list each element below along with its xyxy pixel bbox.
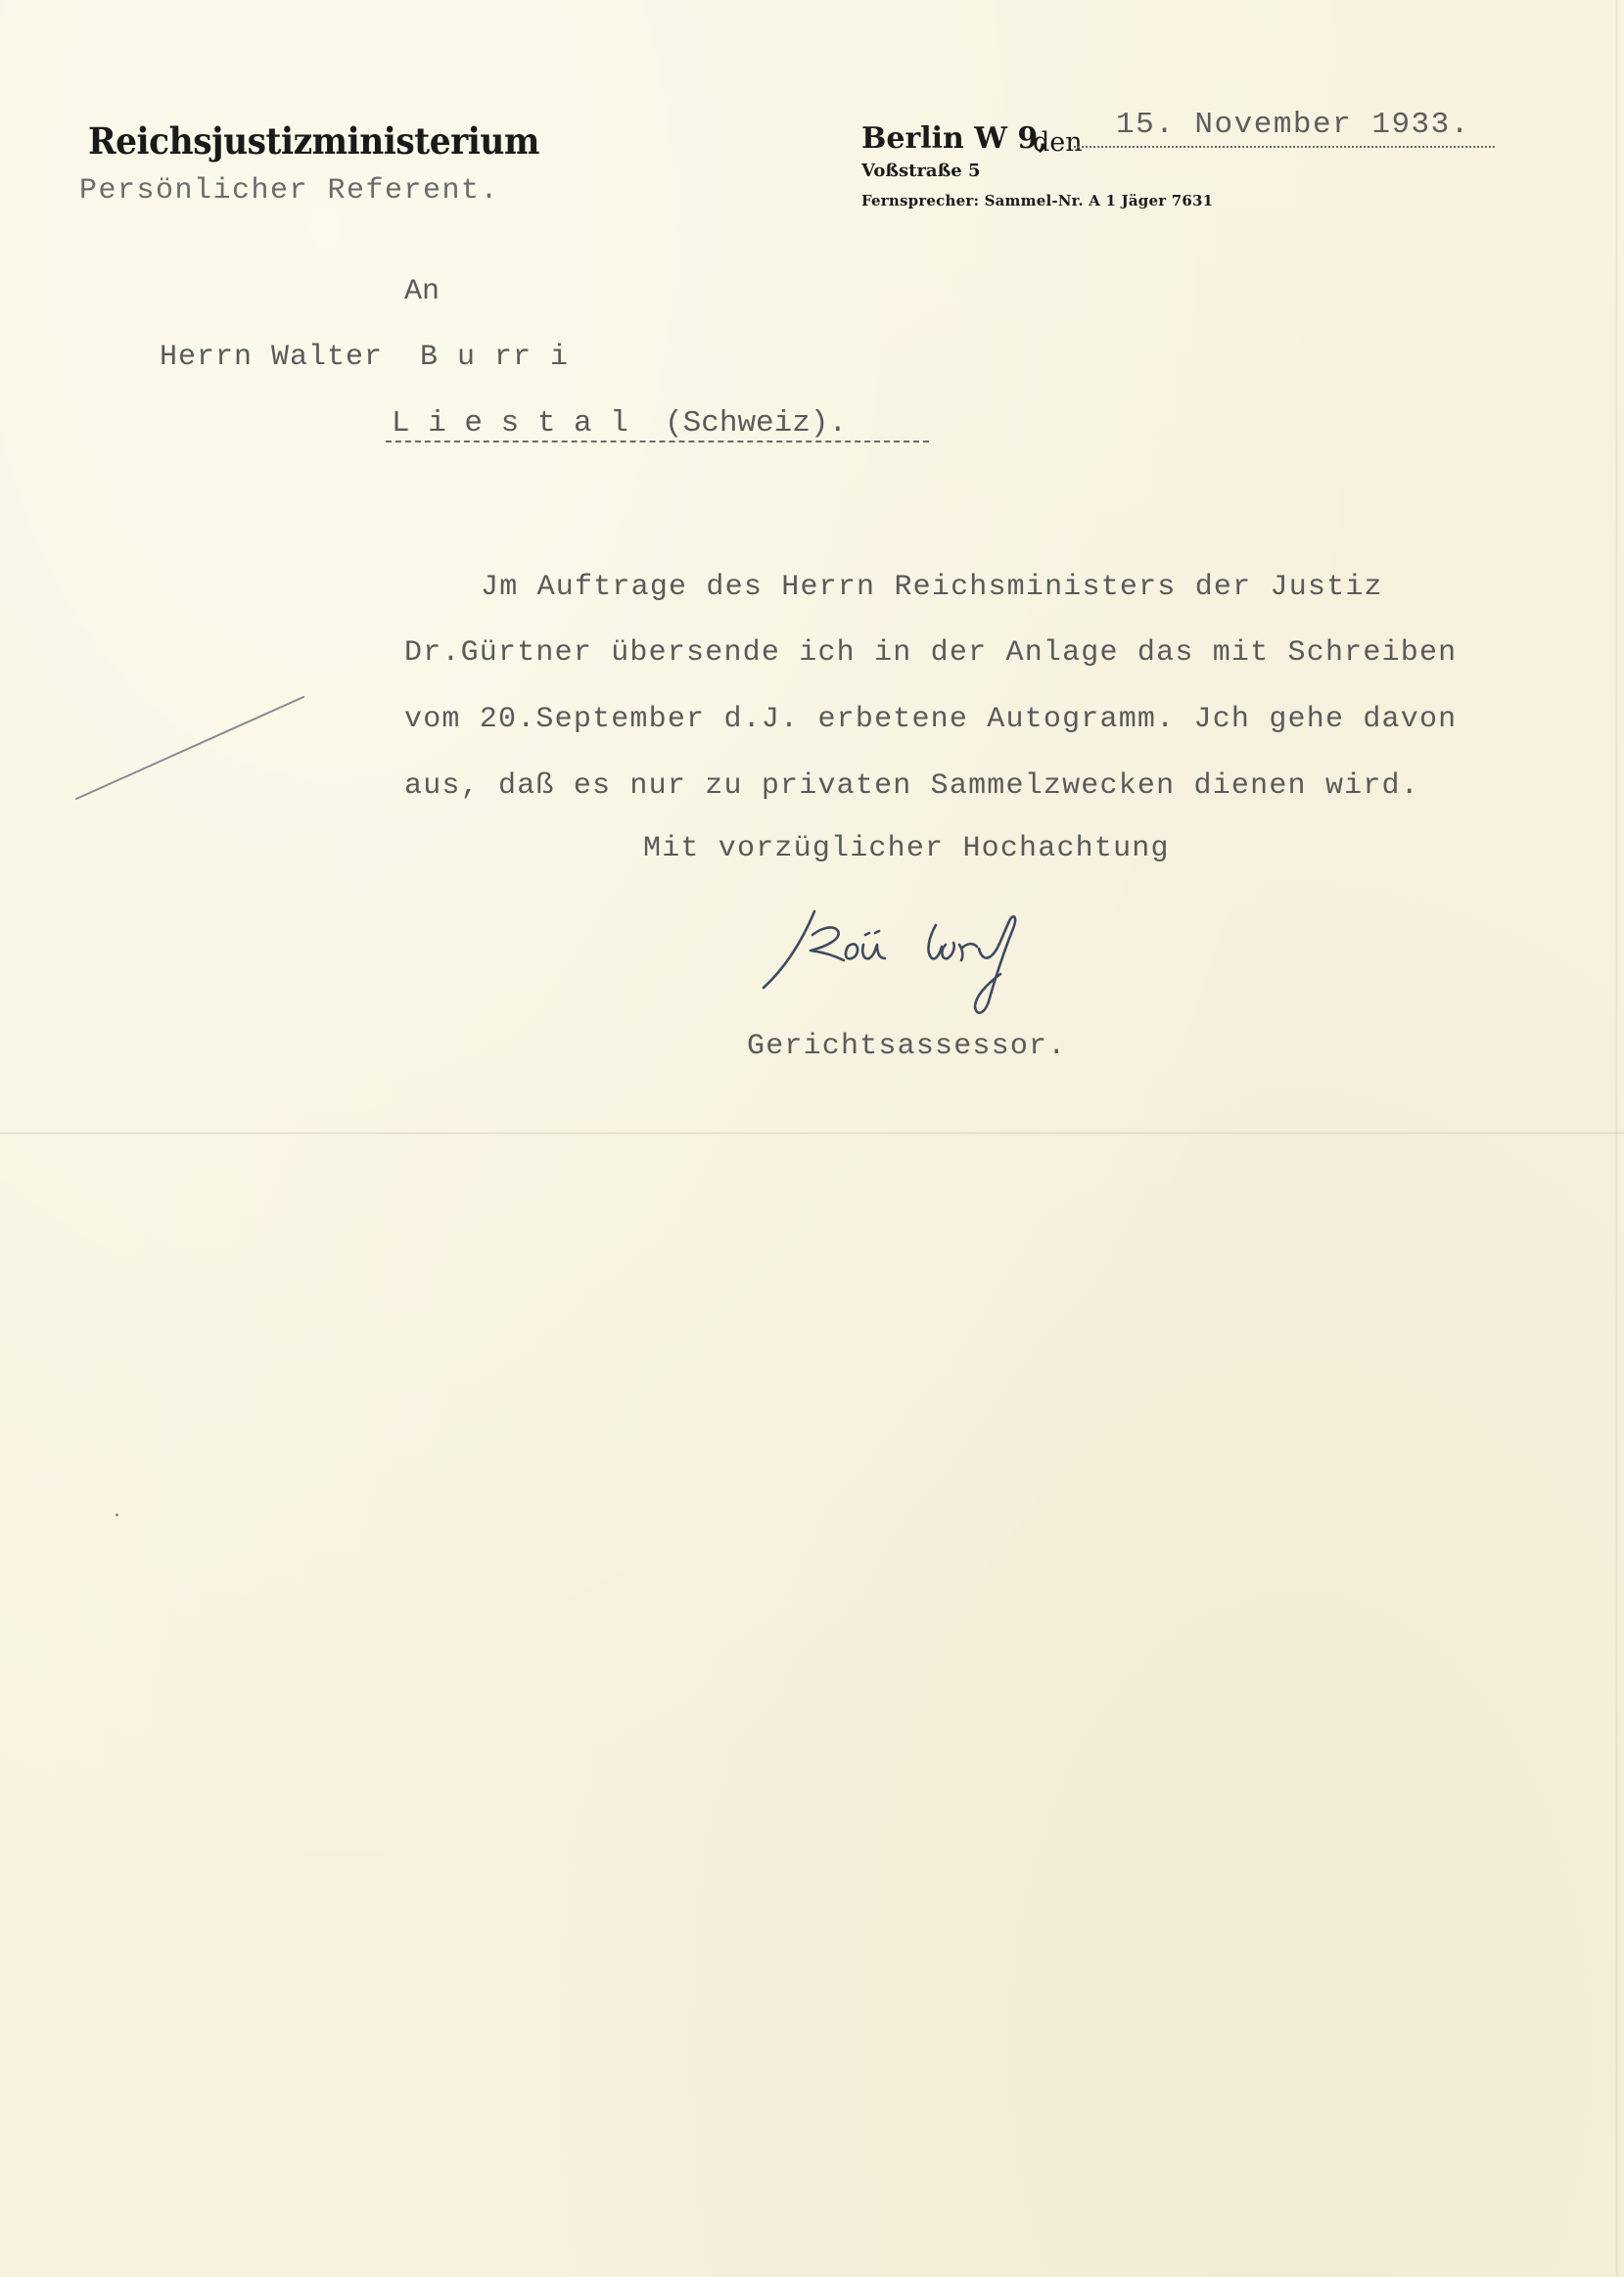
date-dotted-line — [1074, 146, 1495, 148]
letterhead-phone: Fernsprecher: Sammel-Nr. A 1 Jäger 7631 — [861, 192, 1214, 209]
closing-formula: Mit vorzüglicher Hochachtung — [643, 832, 1170, 865]
body-line: aus, daß es nur zu privaten Sammelzwecken dienen wird. — [404, 769, 1419, 803]
recipient-place: L i e s t a l (Schweiz). — [392, 406, 848, 441]
body-line: Jm Auftrage des Herrn Reichsministers der Justiz — [481, 571, 1383, 604]
letter-date: 15. November 1933. — [1116, 108, 1470, 142]
referent-title: Persönlicher Referent. — [79, 174, 500, 208]
paper-fold-horizontal — [0, 1132, 1624, 1135]
letterhead-street: Voßstraße 5 — [861, 161, 981, 181]
date-prefix: den — [1033, 127, 1083, 158]
body-line: Dr.Gürtner übersende ich in der Anlage das mit Schreiben — [404, 636, 1458, 670]
paper-fold-vertical — [1615, 0, 1618, 2277]
handwritten-signature — [754, 896, 1106, 1033]
recipient-name: Herrn Walter B u rr i — [160, 341, 570, 374]
address-to: An — [404, 275, 441, 308]
signatory-title: Gerichtsassessor. — [747, 1030, 1067, 1063]
pencil-mark — [69, 685, 313, 813]
paper-speck — [116, 1513, 118, 1516]
body-line: vom 20.September d.J. erbetene Autogramm. Jch gehe davon — [404, 703, 1458, 736]
ministry-name: Reichsjustizministerium — [88, 119, 539, 163]
place-underline — [386, 441, 929, 442]
letterhead-city: Berlin W 9, — [861, 121, 1048, 156]
